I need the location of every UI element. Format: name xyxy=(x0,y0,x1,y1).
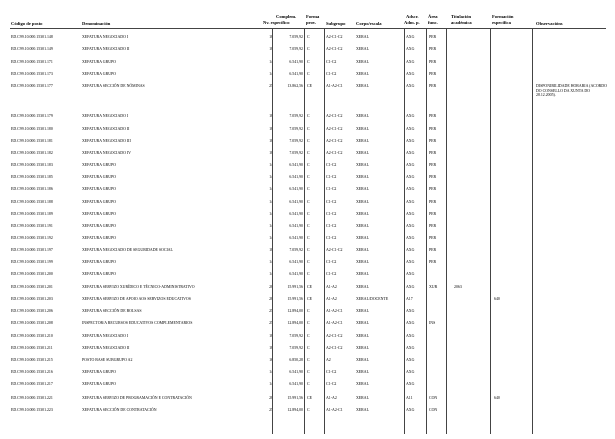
cell-formacion: 640 xyxy=(494,396,500,400)
cell-nivel: 14 xyxy=(269,200,273,204)
cell-subgrupo: C1-C2 xyxy=(326,236,337,240)
cell-complemento: 6.541,90 xyxy=(289,260,303,264)
cell-area: CON xyxy=(429,396,438,400)
cell-area: PER xyxy=(429,248,437,252)
cell-denominacion: XEFATURA GRUPO xyxy=(82,60,116,64)
cell-denominacion: XEFATURA GRUPO xyxy=(82,200,116,204)
cell-observacions: DISPONIBILIDADE HORARIA (ACORDO DO CONSELLO DA XUNTA DO 28.12.2005). xyxy=(536,84,607,98)
cell-codigo: ED.C99.10.000.15301.206 xyxy=(11,309,53,313)
cell-codigo: ED.C99.10.000.15301.149 xyxy=(11,47,53,51)
cell-area: PER xyxy=(429,260,437,264)
header-formacion: Formación xyxy=(492,14,514,19)
cell-forma: C xyxy=(307,47,310,51)
cell-subgrupo: A2-C1-C2 xyxy=(326,248,343,252)
cell-codigo: ED.C99.10.000.15301.148 xyxy=(11,35,53,39)
header-especifica: específica xyxy=(492,20,511,25)
cell-denominacion: XEFATURA NEGOCIADO DE SEGURIDADE SOCIAL xyxy=(82,248,173,252)
cell-nivel: 18 xyxy=(269,127,273,131)
cell-forma: C xyxy=(307,334,310,338)
cell-nivel: 14 xyxy=(269,60,273,64)
cell-corpo: XERAL xyxy=(356,60,369,64)
cell-corpo: XERAL xyxy=(356,163,369,167)
cell-corpo: XERAL xyxy=(356,408,369,412)
cell-denominacion: POSTO BASE SUBGRUPO A2 xyxy=(82,358,133,362)
cell-corpo: XERAL xyxy=(356,382,369,386)
cell-denominacion: XEFATURA NEGOCIADO II xyxy=(82,127,130,131)
cell-corpo: XERAL xyxy=(356,334,369,338)
cell-forma: C xyxy=(307,35,310,39)
cell-nivel: 18 xyxy=(269,35,273,39)
cell-codigo: ED.C99.10.000.15301.185 xyxy=(11,175,53,179)
cell-denominacion: XEFATURA GRUPO xyxy=(82,187,116,191)
cell-subgrupo: A1-A2-C1 xyxy=(326,309,343,313)
cell-codigo: ED.C99.10.000.15301.197 xyxy=(11,248,53,252)
cell-area: PER xyxy=(429,187,437,191)
cell-nivel: 14 xyxy=(269,236,273,240)
cell-complemento: 12.894,00 xyxy=(287,408,303,412)
cell-subgrupo: A2-C1-C2 xyxy=(326,334,343,338)
cell-nivel: 14 xyxy=(269,212,273,216)
header-codigo: Código de posto xyxy=(11,21,43,26)
cell-adscricion: AXG xyxy=(406,212,415,216)
cell-adscricion: AXG xyxy=(406,187,415,191)
cell-forma: C xyxy=(307,321,310,325)
cell-subgrupo: A1-A2 xyxy=(326,396,337,400)
cell-denominacion: XEFATURA GRUPO xyxy=(82,236,116,240)
cell-area: PER xyxy=(429,163,437,167)
cell-adscricion: AXG xyxy=(406,358,415,362)
cell-complemento: 6.541,90 xyxy=(289,212,303,216)
header-forma: Forma xyxy=(306,14,320,19)
cell-adscricion: AXG xyxy=(406,72,415,76)
cell-forma: C xyxy=(307,212,310,216)
cell-denominacion: XEFATURA GRUPO xyxy=(82,212,116,216)
cell-corpo: XERAL xyxy=(356,84,369,88)
cell-subgrupo: A1-A2-C1 xyxy=(326,321,343,325)
cell-codigo: ED.C99.10.000.15301.208 xyxy=(11,321,53,325)
cell-complemento: 7.059,92 xyxy=(289,139,303,143)
cell-codigo: ED.C99.10.000.15301.221 xyxy=(11,396,53,400)
cell-nivel: 18 xyxy=(269,139,273,143)
cell-denominacion: XEFATURA GRUPO xyxy=(82,224,116,228)
cell-complemento: 6.541,90 xyxy=(289,72,303,76)
cell-subgrupo: C1-C2 xyxy=(326,382,337,386)
header-academica: académica xyxy=(451,20,472,25)
cell-area: PER xyxy=(429,151,437,155)
cell-codigo: ED.C99.10.000.15301.179 xyxy=(11,114,53,118)
column-rule xyxy=(404,29,405,434)
cell-subgrupo: C1-C2 xyxy=(326,370,337,374)
cell-codigo: ED.C99.10.000.15301.180 xyxy=(11,127,53,131)
cell-area: INS xyxy=(429,321,436,325)
cell-codigo: ED.C99.10.000.15301.182 xyxy=(11,151,53,155)
cell-nivel: 14 xyxy=(269,272,273,276)
header-corpo-escala: Corpo/escala xyxy=(356,21,382,26)
header-prov: prov. xyxy=(306,20,316,25)
cell-forma: C xyxy=(307,72,310,76)
header-adm-p: Adm. p. xyxy=(404,20,420,25)
cell-complemento: 7.059,92 xyxy=(289,248,303,252)
cell-adscricion: AXG xyxy=(406,370,415,374)
column-rule xyxy=(532,29,533,434)
cell-area: PER xyxy=(429,47,437,51)
cell-denominacion: XEFATURA NEGOCIADO II xyxy=(82,346,130,350)
cell-corpo: XERAL xyxy=(356,236,369,240)
cell-codigo: ED.C99.10.000.15301.201 xyxy=(11,285,53,289)
cell-corpo: XERAL xyxy=(356,224,369,228)
cell-codigo: ED.C99.10.000.15301.177 xyxy=(11,84,53,88)
cell-subgrupo: A2-C1-C2 xyxy=(326,151,343,155)
cell-denominacion: XEFATURA NEGOCIADO I xyxy=(82,334,129,338)
cell-formacion: 640 xyxy=(494,297,500,301)
cell-nivel: 14 xyxy=(269,370,273,374)
cell-nivel: 16 xyxy=(269,358,273,362)
cell-codigo: ED.C99.10.000.15301.203 xyxy=(11,297,53,301)
cell-nivel: 18 xyxy=(269,114,273,118)
cell-area: CON xyxy=(429,408,438,412)
cell-corpo: XERAL xyxy=(356,358,369,362)
cell-nivel: 14 xyxy=(269,187,273,191)
cell-nivel: 14 xyxy=(269,175,273,179)
cell-subgrupo: A1-A2 xyxy=(326,297,337,301)
cell-nivel: 18 xyxy=(269,248,273,252)
cell-corpo: XERAL xyxy=(356,321,369,325)
cell-forma: C xyxy=(307,139,310,143)
cell-area: PER xyxy=(429,175,437,179)
cell-adscricion: AXG xyxy=(406,334,415,338)
cell-subgrupo: C1-C2 xyxy=(326,163,337,167)
cell-forma: C xyxy=(307,358,310,362)
cell-area: PER xyxy=(429,84,437,88)
cell-adscricion: AXG xyxy=(406,321,415,325)
cell-complemento: 6.541,90 xyxy=(289,224,303,228)
cell-subgrupo: A2-C1-C2 xyxy=(326,47,343,51)
cell-codigo: ED.C99.10.000.15301.181 xyxy=(11,139,53,143)
cell-codigo: ED.C99.10.000.15301.217 xyxy=(11,382,53,386)
cell-corpo: XERAL xyxy=(356,114,369,118)
cell-area: PER xyxy=(429,200,437,204)
cell-subgrupo: A1-A2-C1 xyxy=(326,84,343,88)
cell-corpo: XERAL xyxy=(356,200,369,204)
cell-corpo: XERAL xyxy=(356,248,369,252)
cell-adscricion: AXG xyxy=(406,248,415,252)
cell-subgrupo: A1-A2-C1 xyxy=(326,408,343,412)
cell-denominacion: XEFATURA NEGOCIADO IV xyxy=(82,151,131,155)
cell-codigo: ED.C99.10.000.15301.211 xyxy=(11,346,53,350)
cell-complemento: 6.541,90 xyxy=(289,272,303,276)
cell-complemento: 15.991,56 xyxy=(287,297,303,301)
cell-nivel: 18 xyxy=(269,346,273,350)
column-rule xyxy=(490,29,491,434)
cell-complemento: 7.059,92 xyxy=(289,114,303,118)
cell-codigo: ED.C99.10.000.15301.171 xyxy=(11,60,53,64)
cell-corpo: XERAL xyxy=(356,72,369,76)
cell-subgrupo: A2-C1-C2 xyxy=(326,127,343,131)
cell-corpo: XERAL xyxy=(356,35,369,39)
cell-complemento: 15.991,56 xyxy=(287,285,303,289)
cell-area: PER xyxy=(429,114,437,118)
cell-codigo: ED.C99.10.000.15301.173 xyxy=(11,72,53,76)
cell-forma: CE xyxy=(307,285,312,289)
cell-area: PER xyxy=(429,60,437,64)
cell-subgrupo: C1-C2 xyxy=(326,175,337,179)
cell-codigo: ED.C99.10.000.15301.200 xyxy=(11,272,53,276)
cell-adscricion: AXG xyxy=(406,84,415,88)
cell-nivel: 14 xyxy=(269,72,273,76)
cell-forma: C xyxy=(307,346,310,350)
cell-subgrupo: C1-C2 xyxy=(326,272,337,276)
cell-area: PER xyxy=(429,35,437,39)
cell-adscricion: AXG xyxy=(406,346,415,350)
cell-forma: CE xyxy=(307,84,312,88)
cell-adscricion: AXG xyxy=(406,127,415,131)
cell-complemento: 6.541,90 xyxy=(289,200,303,204)
cell-adscricion: AXG xyxy=(406,151,415,155)
cell-complemento: 15.991,56 xyxy=(287,396,303,400)
header-titulacion: Titulación xyxy=(451,14,472,19)
cell-adscricion: AXG xyxy=(406,35,415,39)
cell-area: PER xyxy=(429,236,437,240)
cell-adscricion: AXG xyxy=(406,272,415,276)
header-observacions: Observacións xyxy=(536,21,563,26)
cell-codigo: ED.C99.10.000.15301.189 xyxy=(11,212,53,216)
cell-complemento: 6.541,90 xyxy=(289,60,303,64)
header-area: Área xyxy=(428,14,438,19)
cell-area: PER xyxy=(429,72,437,76)
cell-denominacion: XEFATURA GRUPO xyxy=(82,382,116,386)
cell-adscricion: A11 xyxy=(406,396,413,400)
cell-complemento: 6.541,90 xyxy=(289,175,303,179)
cell-corpo: XERAL xyxy=(356,47,369,51)
cell-nivel: 18 xyxy=(269,151,273,155)
cell-adscricion: AXG xyxy=(406,408,415,412)
cell-subgrupo: C1-C2 xyxy=(326,224,337,228)
cell-subgrupo: A1-A2 xyxy=(326,285,337,289)
cell-adscricion: AXG xyxy=(406,200,415,204)
cell-forma: C xyxy=(307,151,310,155)
cell-adscricion: AXG xyxy=(406,163,415,167)
cell-codigo: ED.C99.10.000.15301.215 xyxy=(11,358,53,362)
cell-subgrupo: C1-C2 xyxy=(326,200,337,204)
cell-nivel: 18 xyxy=(269,334,273,338)
cell-complemento: 7.059,92 xyxy=(289,334,303,338)
cell-corpo: XERAL xyxy=(356,139,369,143)
cell-denominacion: XEFATURA GRUPO xyxy=(82,72,116,76)
cell-denominacion: XEFATURA SECCIÓN DE NÓMINAS xyxy=(82,84,145,88)
cell-codigo: ED.C99.10.000.15301.210 xyxy=(11,334,53,338)
cell-nivel: 25 xyxy=(269,309,273,313)
cell-forma: C xyxy=(307,236,310,240)
cell-denominacion: XEFATURA NEGOCIADO I xyxy=(82,114,129,118)
cell-subgrupo: A2-C1-C2 xyxy=(326,346,343,350)
cell-nivel: 25 xyxy=(269,321,273,325)
cell-forma: C xyxy=(307,127,310,131)
cell-complemento: 6.541,90 xyxy=(289,187,303,191)
cell-nivel: 28 xyxy=(269,297,273,301)
cell-corpo: XERAL xyxy=(356,187,369,191)
cell-subgrupo: A2 xyxy=(326,358,331,362)
cell-complemento: 12.894,00 xyxy=(287,309,303,313)
cell-forma: C xyxy=(307,248,310,252)
cell-codigo: ED.C99.10.000.15301.223 xyxy=(11,408,53,412)
cell-denominacion: XEFATURA NEGOCIADO III xyxy=(82,139,131,143)
cell-forma: CE xyxy=(307,396,312,400)
cell-forma: C xyxy=(307,60,310,64)
cell-forma: C xyxy=(307,114,310,118)
cell-corpo: XERAL xyxy=(356,396,369,400)
cell-complemento: 6.541,90 xyxy=(289,382,303,386)
cell-complemento: 7.059,92 xyxy=(289,127,303,131)
cell-area: PER xyxy=(429,212,437,216)
cell-complemento: 7.059,92 xyxy=(289,47,303,51)
cell-nivel: 18 xyxy=(269,47,273,51)
cell-forma: C xyxy=(307,163,310,167)
cell-corpo: XERAL/DOCENTE xyxy=(356,297,389,301)
header-adscr: Adscr. xyxy=(406,14,419,19)
cell-forma: C xyxy=(307,309,310,313)
cell-codigo: ED.C99.10.000.15301.186 xyxy=(11,187,53,191)
cell-corpo: XERAL xyxy=(356,151,369,155)
cell-nivel: 25 xyxy=(269,408,273,412)
cell-adscricion: A17 xyxy=(406,297,413,301)
cell-nivel: 14 xyxy=(269,224,273,228)
cell-subgrupo: C1-C2 xyxy=(326,60,337,64)
column-rule xyxy=(304,29,305,434)
cell-corpo: XERAL xyxy=(356,127,369,131)
cell-adscricion: AXG xyxy=(406,309,415,313)
cell-adscricion: AXG xyxy=(406,60,415,64)
cell-area: PER xyxy=(429,127,437,131)
cell-adscricion: AXG xyxy=(406,139,415,143)
cell-complemento: 7.059,92 xyxy=(289,151,303,155)
cell-adscricion: AXG xyxy=(406,382,415,386)
column-rule xyxy=(324,29,325,434)
cell-complemento: 6.541,90 xyxy=(289,163,303,167)
cell-adscricion: AXG xyxy=(406,260,415,264)
cell-adscricion: AXG xyxy=(406,285,415,289)
cell-adscricion: AXG xyxy=(406,47,415,51)
cell-denominacion: XEFATURA NEGOCIADO I xyxy=(82,35,129,39)
cell-forma: C xyxy=(307,370,310,374)
cell-subgrupo: C1-C2 xyxy=(326,187,337,191)
cell-adscricion: AXG xyxy=(406,175,415,179)
cell-forma: C xyxy=(307,408,310,412)
cell-denominacion: INSPECTOR/A RECURSOS EDUCATIVOS COMPLEMENTARIOS xyxy=(82,321,193,325)
cell-adscricion: AXG xyxy=(406,114,415,118)
cell-corpo: XERAL xyxy=(356,175,369,179)
cell-denominacion: XEFATURA GRUPO xyxy=(82,370,116,374)
cell-nivel: 28 xyxy=(269,285,273,289)
cell-forma: C xyxy=(307,224,310,228)
cell-subgrupo: C1-C2 xyxy=(326,260,337,264)
cell-nivel: 14 xyxy=(269,260,273,264)
cell-codigo: ED.C99.10.000.15301.216 xyxy=(11,370,53,374)
cell-nivel: 28 xyxy=(269,396,273,400)
header-subgrupo: Subgrupo xyxy=(326,21,346,26)
cell-complemento: 7.059,92 xyxy=(289,346,303,350)
cell-codigo: ED.C99.10.000.15301.199 xyxy=(11,260,53,264)
cell-forma: C xyxy=(307,200,310,204)
cell-denominacion: XEFATURA SECCIÓN DE BOLSAS xyxy=(82,309,142,313)
cell-subgrupo: A2-C1-C2 xyxy=(326,35,343,39)
cell-area: PER xyxy=(429,139,437,143)
header-func: func. xyxy=(428,20,438,25)
cell-denominacion: XEFATURA GRUPO xyxy=(82,175,116,179)
cell-forma: C xyxy=(307,175,310,179)
cell-corpo: XERAL xyxy=(356,285,369,289)
cell-complemento: 6.541,90 xyxy=(289,236,303,240)
cell-subgrupo: C1-C2 xyxy=(326,212,337,216)
cell-corpo: XERAL xyxy=(356,260,369,264)
cell-complemento: 6.850,28 xyxy=(289,358,303,362)
cell-codigo: ED.C99.10.000.15301.188 xyxy=(11,200,53,204)
cell-complemento: 12.894,00 xyxy=(287,321,303,325)
cell-denominacion: XEFATURA GRUPO xyxy=(82,163,116,167)
cell-codigo: ED.C99.10.000.15301.183 xyxy=(11,163,53,167)
cell-area: XUR xyxy=(429,285,438,289)
cell-nivel: 14 xyxy=(269,163,273,167)
cell-codigo: ED.C99.10.000.15301.191 xyxy=(11,224,53,228)
cell-forma: CE xyxy=(307,297,312,301)
cell-forma: C xyxy=(307,260,310,264)
cell-forma: C xyxy=(307,382,310,386)
cell-titulacion: 2063 xyxy=(454,285,462,289)
cell-corpo: XERAL xyxy=(356,212,369,216)
header-rule xyxy=(10,28,606,29)
cell-adscricion: AXG xyxy=(406,224,415,228)
cell-corpo: XERAL xyxy=(356,370,369,374)
cell-complemento: 13.862,56 xyxy=(287,84,303,88)
cell-nivel: 25 xyxy=(269,84,273,88)
header-nivel-especifico: Nv. específico xyxy=(263,20,290,25)
cell-subgrupo: A2-C1-C2 xyxy=(326,114,343,118)
cell-denominacion: XEFATURA GRUPO xyxy=(82,272,116,276)
cell-area: PER xyxy=(429,224,437,228)
cell-subgrupo: A2-C1-C2 xyxy=(326,139,343,143)
cell-adscricion: AXG xyxy=(406,236,415,240)
column-rule xyxy=(446,29,447,434)
column-rule xyxy=(426,29,427,434)
cell-denominacion: XEFATURA SERVIZO DE APOIO AOS SERVIZOS EDUCATIVOS xyxy=(82,297,191,301)
cell-denominacion: XEFATURA NEGOCIADO II xyxy=(82,47,130,51)
header-denominacion: Denominación xyxy=(82,21,111,26)
column-rule xyxy=(272,29,273,434)
cell-denominacion: XEFATURA SERVIZO XURÍDICO E TÉCNICO-ADMINISTRATIVO xyxy=(82,285,195,289)
cell-complemento: 6.541,90 xyxy=(289,370,303,374)
cell-complemento: 7.059,92 xyxy=(289,35,303,39)
cell-forma: C xyxy=(307,272,310,276)
cell-forma: C xyxy=(307,187,310,191)
cell-denominacion: XEFATURA SERVIZO DE PROGRAMACIÓN E CONTRATACIÓN xyxy=(82,396,192,400)
cell-corpo: XERAL xyxy=(356,272,369,276)
cell-denominacion: XEFATURA SECCIÓN DE CONTRATACIÓN xyxy=(82,408,157,412)
cell-nivel: 14 xyxy=(269,382,273,386)
cell-denominacion: XEFATURA GRUPO xyxy=(82,260,116,264)
cell-subgrupo: C1-C2 xyxy=(326,72,337,76)
cell-codigo: ED.C99.10.000.15301.192 xyxy=(11,236,53,240)
header-complemento: Complem. xyxy=(276,14,297,19)
cell-corpo: XERAL xyxy=(356,346,369,350)
cell-corpo: XERAL xyxy=(356,309,369,313)
